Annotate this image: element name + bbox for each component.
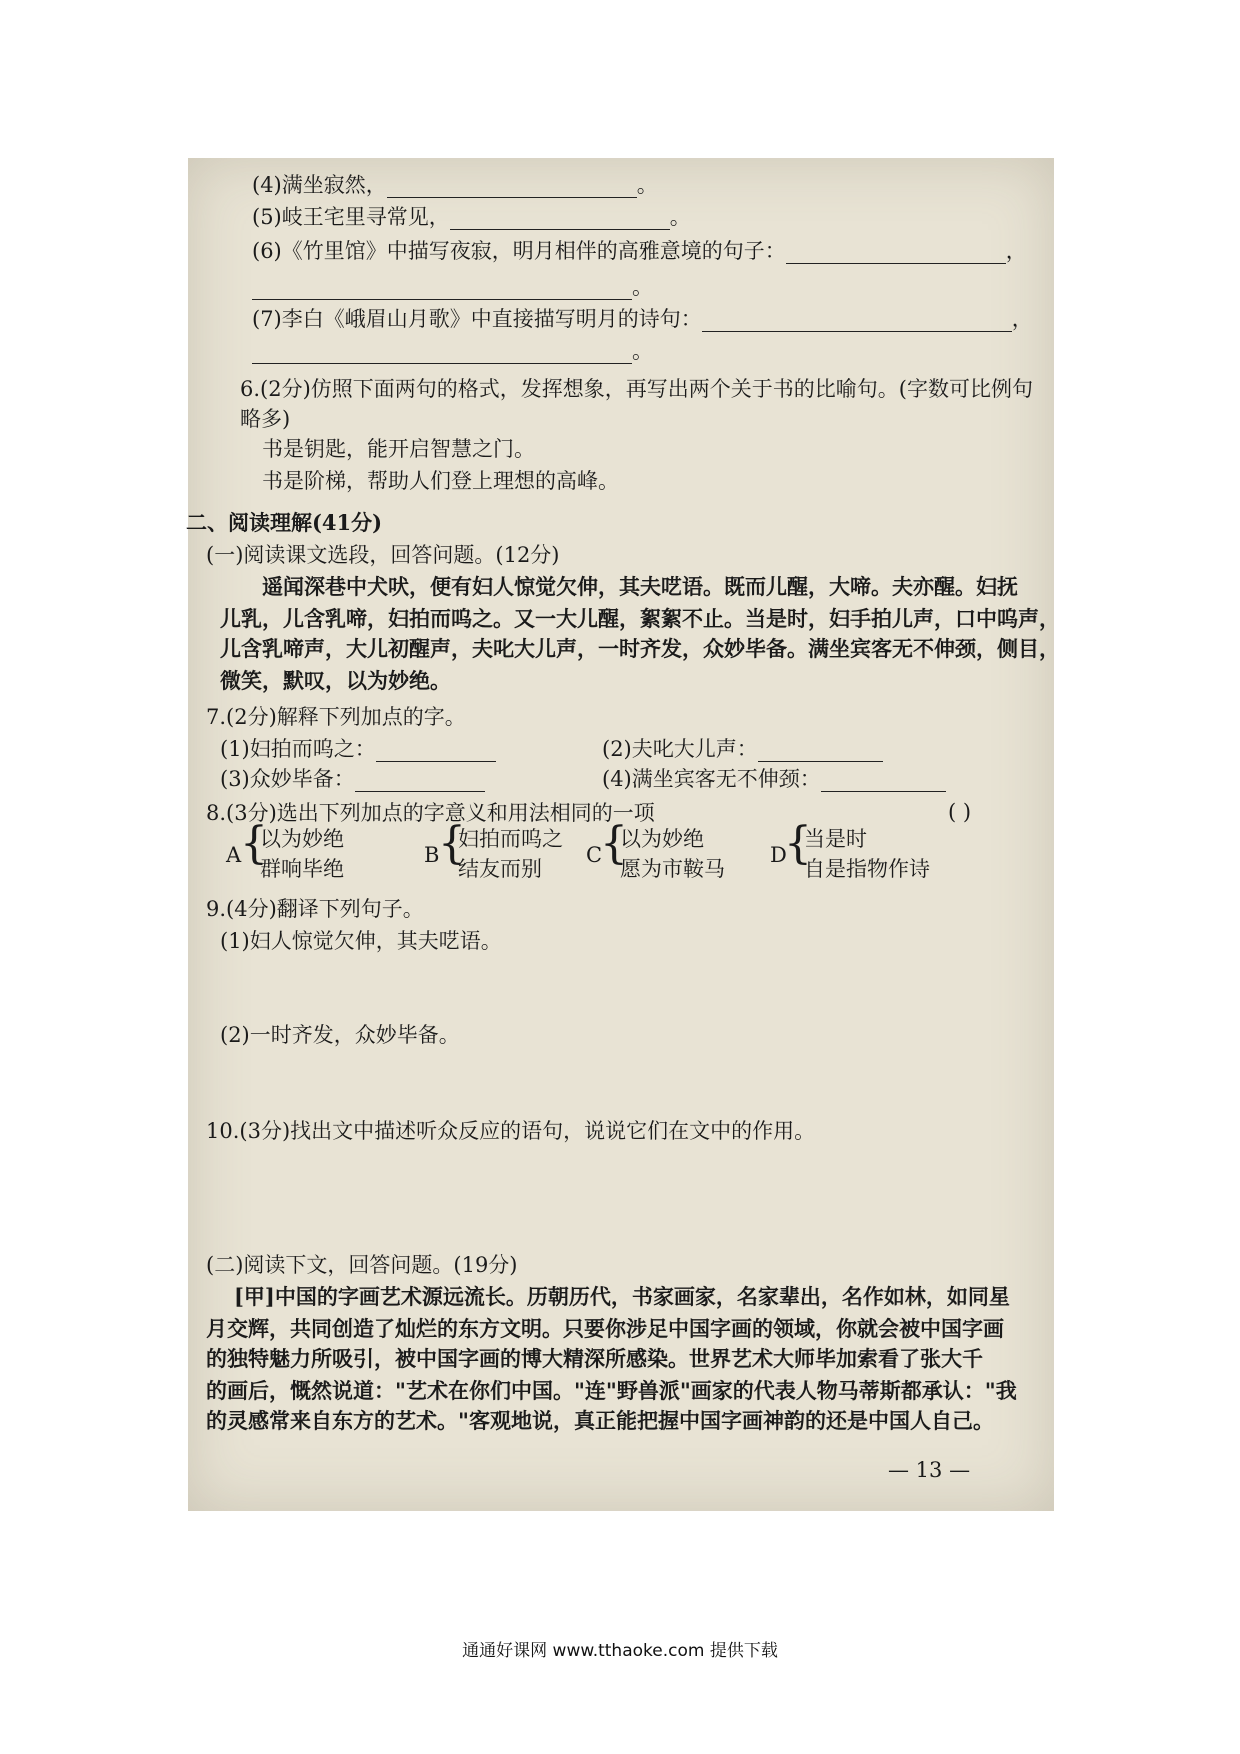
option-b-1: 妇拍而呜之 <box>458 827 563 851</box>
question-8: 8.(3分)选出下列加点的字意义和用法相同的一项 <box>206 801 655 825</box>
brace: { <box>438 818 466 869</box>
question-9-2: (2)一时齐发，众妙毕备。 <box>220 1023 460 1047</box>
answer-blank <box>252 277 632 300</box>
answer-blank <box>702 309 1012 332</box>
scanned-page <box>186 158 1060 1511</box>
answer-blank <box>355 769 485 792</box>
passage-line-1: 遥闻深巷中犬吠，便有妇人惊觉欠伸，其夫呓语。既而儿醒，大啼。夫亦醒。妇抚 <box>262 574 1018 599</box>
question-5-7: (7)李白《峨眉山月歌》中直接描写明月的诗句： ， <box>252 307 1033 331</box>
question-7-3: (3)众妙毕备： <box>220 766 485 792</box>
answer-line: 。 <box>252 274 653 300</box>
passage-line-3: 儿含乳啼声，大儿初醒声，夫叱大儿声，一时齐发，众妙毕备。满坐宾客无不伸颈，侧目， <box>220 636 1060 661</box>
question-5-6: (6)《竹里馆》中描写夜寂，明月相伴的高雅意境的句子： ， <box>252 239 1027 263</box>
passage-line-4: 微笑，默叹，以为妙绝。 <box>220 668 451 693</box>
question-6: 6.(2分)仿照下面两句的格式，发挥想象，再写出两个关于书的比喻句。(字数可比例句 <box>240 377 1033 401</box>
part-2-title: (二)阅读下文，回答问题。(19分) <box>206 1253 518 1277</box>
example-sentence-1: 书是钥匙，能开启智慧之门。 <box>262 437 535 461</box>
option-c-label: C <box>586 843 603 867</box>
reading-line-3: 的独特魅力所吸引，被中国字画的博大精深所感染。世界艺术大师毕加索看了张大千 <box>206 1346 983 1371</box>
question-5-5: (5)岐王宅里寻常见， 。 <box>252 205 691 229</box>
download-footer: 通通好课网 www.tthaoke.com 提供下载 <box>462 1641 778 1661</box>
part-1-title: (一)阅读课文选段，回答问题。(12分) <box>206 543 560 567</box>
answer-line: 。 <box>252 338 653 364</box>
option-d-2: 自是指物作诗 <box>804 857 930 881</box>
option-c-1: 以为妙绝 <box>620 827 704 851</box>
option-a-1: 以为妙绝 <box>260 827 344 851</box>
question-10: 10.(3分)找出文中描述听众反应的语句，说说它们在文中的作用。 <box>206 1119 816 1143</box>
option-a-2: 群响毕绝 <box>260 857 344 881</box>
reading-line-5: 的灵感常来自东方的艺术。"客观地说，真正能把握中国字画神韵的还是中国人自己。 <box>206 1408 994 1433</box>
reading-line-4: 的画后，慨然说道："艺术在你们中国。"连"野兽派"画家的代表人物马蒂斯都承认："我 <box>206 1378 1017 1403</box>
brace: { <box>240 818 268 869</box>
question-9-1: (1)妇人惊觉欠伸，其夫呓语。 <box>220 929 502 953</box>
brace: { <box>784 818 812 869</box>
passage-line-2: 儿乳，儿含乳啼，妇拍而呜之。又一大儿醒，絮絮不止。当是时，妇手拍儿声，口中呜声， <box>220 606 1060 631</box>
answer-parentheses: ( ) <box>948 800 972 824</box>
reading-line-2: 月交辉，共同创造了灿烂的东方文明。只要你涉足中国字画的领域，你就会被中国字画 <box>206 1316 1004 1341</box>
answer-blank <box>376 739 496 762</box>
answer-blank <box>758 739 883 762</box>
option-d-1: 当是时 <box>804 827 867 851</box>
answer-blank <box>786 241 1006 264</box>
option-b-2: 结友而别 <box>458 857 542 881</box>
option-a-label: A <box>226 843 242 867</box>
question-9: 9.(4分)翻译下列句子。 <box>206 897 424 921</box>
reading-line-1: [甲]中国的字画艺术源远流长。历朝历代，书家画家，名家辈出，名作如林，如同星 <box>234 1284 1010 1309</box>
option-b-label: B <box>424 843 440 867</box>
answer-blank <box>450 207 670 230</box>
option-c-2: 愿为市鞍马 <box>620 857 725 881</box>
section-reading-title: 二、阅读理解(41分) <box>186 510 383 535</box>
question-7-1: (1)妇拍而呜之： <box>220 736 496 762</box>
question-7: 7.(2分)解释下列加点的字。 <box>206 705 466 729</box>
example-sentence-2: 书是阶梯，帮助人们登上理想的高峰。 <box>262 469 619 493</box>
question-6-cont: 略多) <box>240 407 291 431</box>
page-number: — 13 — <box>888 1458 971 1482</box>
answer-blank <box>387 175 637 198</box>
answer-blank <box>252 341 632 364</box>
answer-blank <box>821 769 946 792</box>
brace: { <box>600 818 628 869</box>
question-7-4: (4)满坐宾客无不伸颈： <box>602 766 946 792</box>
question-7-2: (2)夫叱大儿声： <box>602 736 883 762</box>
option-d-label: D <box>770 843 787 867</box>
question-5-4: (4)满坐寂然， 。 <box>252 173 658 197</box>
